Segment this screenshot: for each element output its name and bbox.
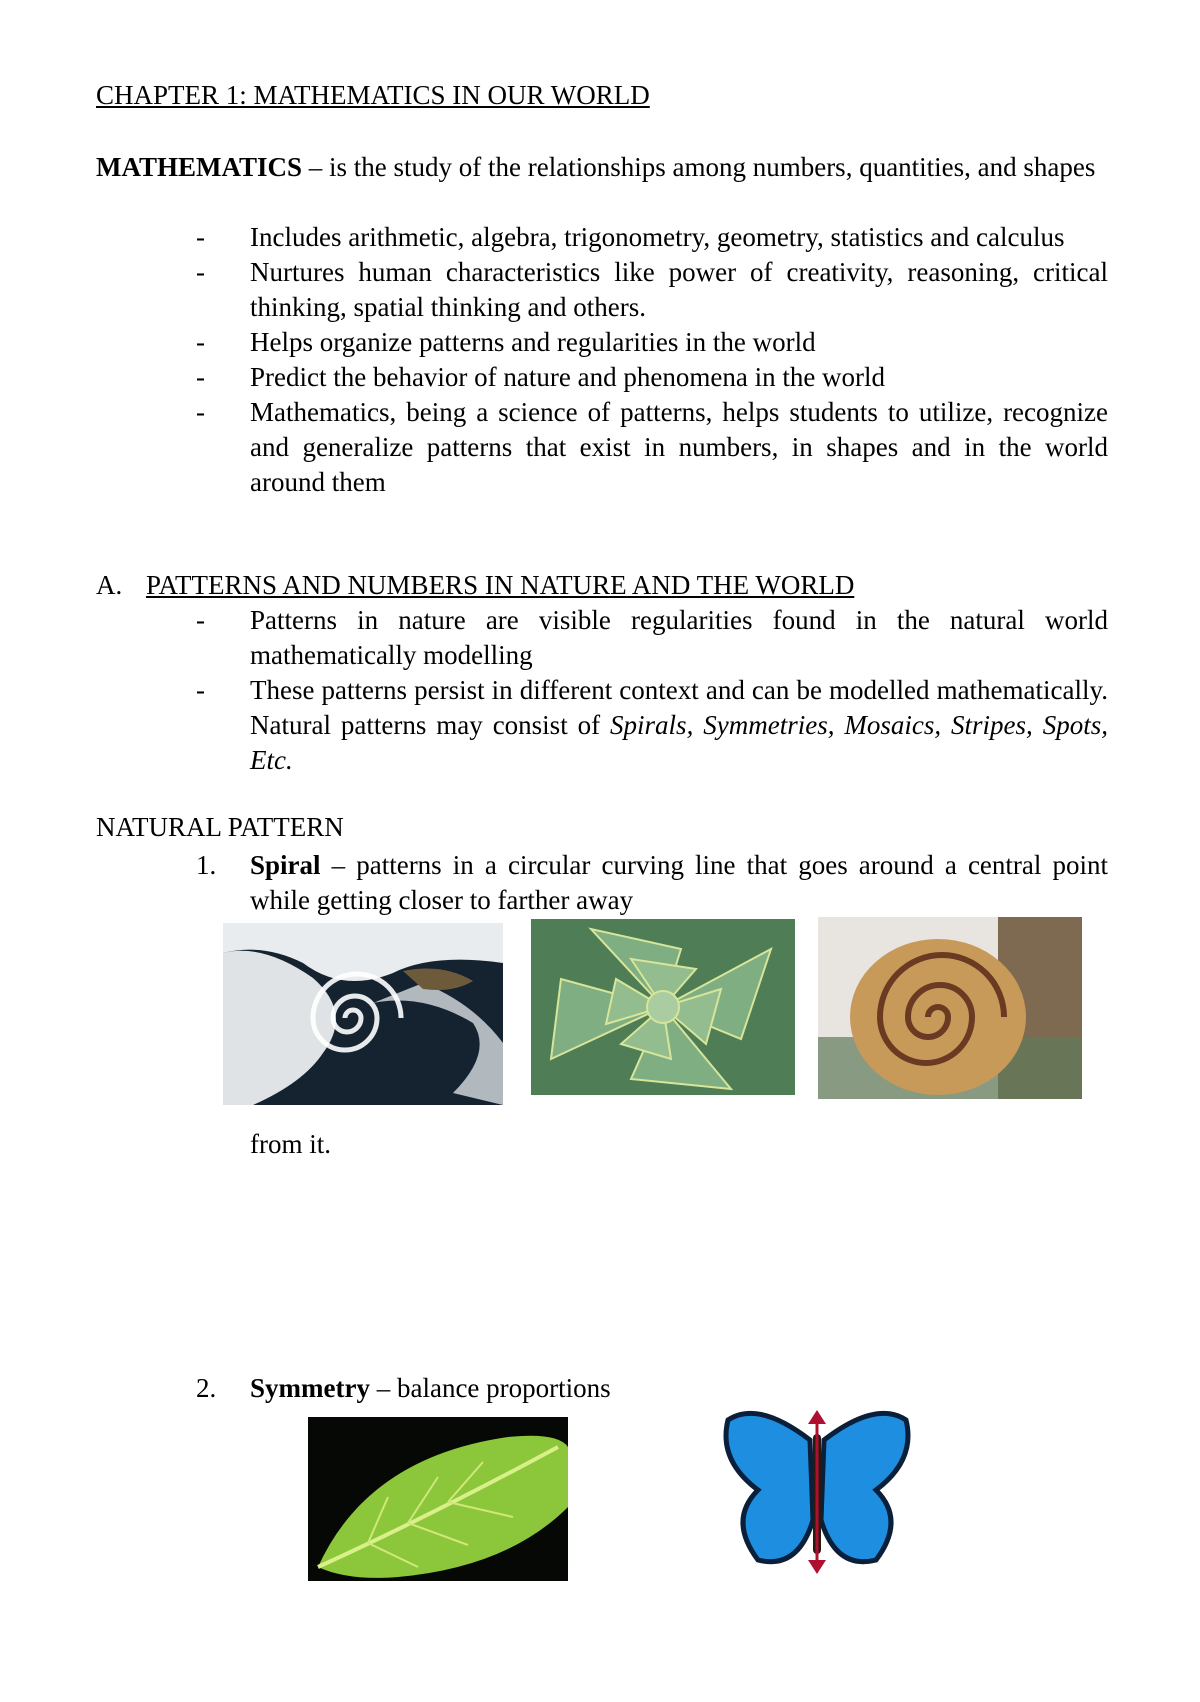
chapter-title: CHAPTER 1: MATHEMATICS IN OUR WORLD [96,80,650,110]
item-term: Symmetry [250,1373,370,1403]
list-item: - These patterns persist in different context and can be modelled mathematically. Natural patterns may consist of Spirals, Symmetries, Mosaics, Stripes, Spots, Etc. [196,675,1108,775]
list-item: - Includes arithmetic, algebra, trigonometry, geometry, statistics and calculus [196,222,1065,252]
symmetry-item: 2. Symmetry – balance proportions [196,1371,1108,1406]
definition-text: – is the study of the relationships among numbers, quantities, and shapes [302,152,1096,182]
list-item: - Patterns in nature are visible regularities found in the natural world mathematically modelling [196,605,1108,670]
section-a-heading [96,570,854,601]
section-a-bullet-list [196,603,1108,778]
leaf-symmetry-image [308,1417,568,1581]
definition-paragraph [96,150,1108,185]
list-item: - Predict the behavior of nature and phenomena in the world [196,362,886,392]
list-item: - Mathematics, being a science of patterns, helps students to utilize, recognize and generalize patterns that exist in numbers, in shapes and in the world around them [196,397,1108,497]
list-item: - Helps organize patterns and regularities in the world [196,327,816,357]
aloe-spiral-image [531,919,795,1095]
natural-pattern-heading: NATURAL PATTERN [96,812,344,842]
hurricane-spiral-image [223,923,503,1105]
butterfly-symmetry-image [718,1400,916,1576]
section-letter: A. [96,570,123,600]
item-number: 1. [196,850,217,880]
section-title: PATTERNS AND NUMBERS IN NATURE AND THE WORLD [146,570,855,600]
spiral-item: 1. Spiral – patterns in a circular curving line that goes around a central point while getting closer to farther away [196,850,1108,915]
item-number: 2. [196,1373,217,1403]
list-item: - Nurtures human characteristics like power of creativity, reasoning, critical thinking, spatial thinking and others. [196,257,1108,322]
item-term: Spiral [250,850,321,880]
definition-term: MATHEMATICS [96,152,303,182]
snail-shell-image [818,917,1082,1099]
math-bullet-list [196,220,1108,500]
spiral-continuation: from it. [250,1129,331,1159]
